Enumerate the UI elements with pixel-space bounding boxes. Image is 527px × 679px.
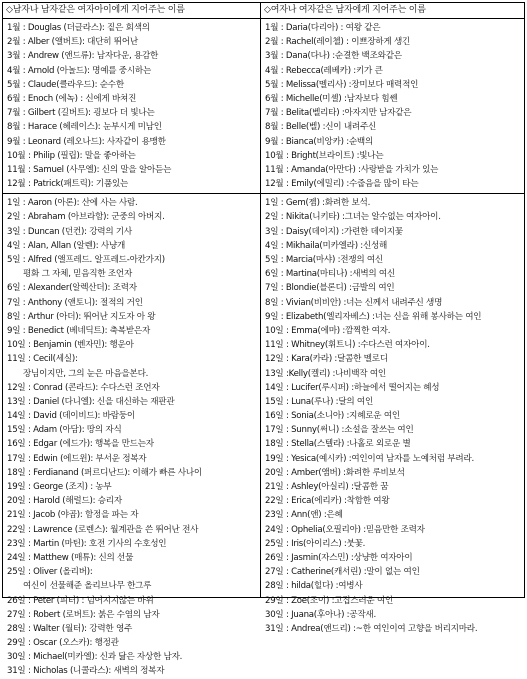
name-entry: 31일 : Andrea(앤드리) :~한 여인이여 고향을 버리지마라. [265, 623, 478, 634]
name-entry: 23일 : Martin (마틴): 호전 기사의 수호성인 [7, 538, 167, 549]
name-entry: 6일 : Alexander(알렉산더): 조력자 [7, 283, 137, 294]
name-entry: 17일 : Edwin (에드윈): 부서운 정복자 [7, 453, 147, 464]
male-names-title: ◇남자나 남자같은 여자아이에게 지어주는 이름 [6, 5, 185, 15]
name-entry: 11일 : Whitney(휘트니) :수다스런 여자아이. [265, 340, 430, 351]
section-divider [261, 193, 524, 194]
male-names-list [3, 21, 260, 679]
name-entry: 23일 : Ann(앤) :은혜 [265, 510, 343, 521]
name-entry: 1일 : Gem(젬) :화려한 보석. [265, 198, 371, 209]
title-divider [3, 18, 260, 19]
name-entry: 8월 : Belle(벨) :신이 내려주신 [265, 122, 377, 133]
name-entry: 여신이 선물해준 올리브나무 한그루 [23, 581, 152, 592]
name-entry: 14일 : David (데이비드): 바람둥이 [7, 411, 135, 422]
name-entry: 7일 : Anthony (앤토니): 절적의 거인 [7, 297, 143, 308]
name-entry: 20일 : Amber(앰버) :화려한 루비보석 [265, 467, 405, 478]
name-entry: 29일 : Zoe(조이) :고집스러운 여인 [265, 595, 394, 606]
name-entry: 3월 : Andrew (앤드류): 남자다운, 용감한 [7, 51, 159, 62]
name-entry: 5일 : Alfred (앨프레드. 알프레드-아칸가지) [7, 255, 165, 265]
name-entry: 평화 그 자체, 믿음직한 조언자 [23, 269, 133, 280]
male-names-column [3, 3, 260, 677]
female-names-list [261, 21, 524, 636]
name-entry: 27일 : Catherine(캐서린) :말이 없는 여인 [265, 567, 420, 578]
name-entry: 11월 : Amanda(아만다) :사랑받을 가치가 있는 [265, 164, 439, 175]
name-entry: 4일 : Mikhaila(미카엘라) :신성해 [265, 240, 388, 251]
name-entry: 16일 : Sonia(소니아) :지혜로운 여인 [265, 411, 400, 422]
name-entry: 8월 : Harace (헤레이스): 눈부시게 미남인 [7, 122, 162, 133]
name-entry: 18일 : Stella(스텔라) :나홀로 외로운 별 [265, 439, 411, 450]
female-names-column [261, 3, 524, 634]
name-entry: 6월 : Michelle(미셸) :남자보다 힘쎈 [265, 93, 398, 104]
name-entry: 22일 : Erica(에리카) :착함한 여왕 [265, 496, 390, 507]
name-entry: 4월 : Arnold (아놀드): 명예를 중시하는 [7, 65, 151, 76]
name-entry: 26일 : Jasmin(자스민) :상냥한 여자아이 [265, 552, 413, 563]
name-entry: 30일 : Michael(미카엘): 신과 닮은 자상한 남자. [7, 652, 183, 663]
name-entry: 1월 : Daria(다리아) : 여왕 같은 [265, 23, 381, 33]
name-table [2, 2, 525, 677]
name-entry: 21일 : Ashley(아실리) :달콤한 꿈 [265, 482, 389, 492]
name-entry: 21일 : Jacob (야곱): 함정을 파는 자 [7, 510, 139, 521]
name-entry: 7일 : Blondie(블론디) :금발의 여인 [265, 283, 395, 294]
name-entry: 11월 : Samuel (사무엘): 신의 말을 알아듣는 [7, 164, 172, 175]
name-entry: 6일 : Martina(마티나) :새벽의 여신 [265, 269, 396, 280]
name-entry: 29일 : Oscar (오스카): 행정관 [7, 638, 119, 649]
name-entry: 8일 : Vivian(비비안) :너는 신께서 내려주신 생명 [265, 297, 443, 308]
name-entry: 16일 : Edgar (에드가): 행복을 만드는자 [7, 439, 154, 450]
female-names-title: ◇여자나 여자같은 남자에게 지어주는 이름 [264, 5, 426, 15]
name-entry: 22일 : Lawrence (로렌스): 월계관을 쓴 뛰어난 전사 [7, 524, 199, 535]
title-divider [261, 18, 524, 19]
name-entry: 4월 : Rebecca(레베카) :키가 큰 [265, 65, 383, 76]
name-entry: 8일 : Arthur (아더): 뛰어난 지도자 아 왕 [7, 311, 156, 322]
name-entry: 4일 : Alan, Allan (알렌): 사냥개 [7, 240, 126, 251]
name-entry: 9월 : Leonard (레오나드): 사자같이 용맹한 [7, 136, 166, 147]
name-entry: 14일 : Lucifer(루시퍼) :하늘에서 떨어지는 혜성 [265, 382, 440, 393]
name-entry: 5월 : Claude(클라우드): 순수한 [7, 79, 124, 90]
name-entry: 3월 : Dana(다나) :순결한 백조와같은 [265, 51, 402, 62]
name-entry: 30일 : Juana(후아나) :공작새. [265, 609, 376, 620]
name-entry: 20일 : Harold (해럴드): 승리자 [7, 496, 122, 507]
name-entry: 3일 : Daisy(데이지) :가련한 데이지꽃 [265, 226, 403, 237]
name-entry: 12일 : Conrad (콘라드): 수다스런 조언자 [7, 382, 160, 393]
name-entry: 2월 : Alber (앨버트): 대단히 뛰어난 [7, 37, 138, 48]
name-entry: 9일 : Elizabeth(엘리자베스) :너는 신을 위해 봉사하는 여인 [265, 311, 482, 322]
name-entry: 12월 : Emily(에밀리) :수줍음을 많이 타는 [265, 179, 419, 190]
name-entry: 1일 : Aaron (아론): 산에 사는 사람. [7, 198, 138, 209]
name-entry: 12일 : Kara(카라) :달콤한 멜로디 [265, 354, 388, 365]
name-entry: 24일 : Matthew (매튜): 신의 선물 [7, 552, 134, 563]
name-entry: 6월 : Enoch (에녹) : 신에게 바쳐진 [7, 93, 137, 104]
name-entry: 7월 : Belita(벨리타) :아자지만 남자같은 [265, 108, 412, 119]
name-entry: 27일 : Robert (로버트): 붉은 수염의 남자 [7, 609, 160, 620]
name-entry: 5월 : Melissa(멜리사) :장미보다 매력적인 [265, 79, 419, 90]
name-entry: 13일 : Daniel (다니엘): 신을 대신하는 재판관 [7, 396, 175, 407]
name-entry: 18일 : Ferdianand (퍼르디난드): 이해가 빠른 사나이 [7, 467, 202, 478]
name-entry: 19일 : George (조지) : 농부 [7, 482, 112, 492]
name-entry: 2일 : Nikita(니키타) :그녀는 알수없는 여자아이. [265, 212, 441, 223]
name-entry: 10월 : Bright(브라이트) :빛나는 [265, 150, 384, 161]
name-entry: 31일 : Nicholas (니콜라스): 새벽의 정복자 [7, 666, 165, 677]
name-entry: 10일 : Emma(에마) :깜찍한 여자. [265, 325, 391, 336]
name-entry: 24일 : Ophelia(오필리아) :믿음만한 조력자 [265, 524, 425, 535]
name-entry: 7월 : Gilbert (길버트): 굉보다 더 빛나는 [7, 108, 155, 119]
name-entry: 2일 : Abraham (아브라함): 군중의 아버지. [7, 212, 165, 223]
name-entry: 12월 : Patrick(패트릭): 기품있는 [7, 179, 129, 190]
name-entry: 26일 : Peter (피터) : 넘어지지않는 바위 [7, 595, 154, 606]
name-entry: 5일 : Marcia(마샤) :전쟁의 여신 [265, 255, 383, 265]
name-entry: 28일 : hilda(힐다) :여병사 [265, 581, 363, 592]
name-entry: 11일 : Cecil(세실): [7, 354, 78, 365]
name-entry: 9월 : Bianca(비앙카) :순백의 [265, 136, 374, 147]
name-entry: 17일 : Sunny(써니) :소설을 잘쓰는 여인 [265, 425, 414, 436]
name-entry: 15일 : Luna(루나) :달의 여인 [265, 396, 374, 407]
name-entry: 2월 : Rachel(레이첼) : 이쁘장하게 생긴 [265, 37, 411, 48]
name-entry: 10일 : Benjamin (벤자민): 행운아 [7, 340, 134, 351]
name-entry: 25일 : Iris(아이리스) :붓꽃. [265, 538, 366, 549]
name-entry: 1월 : Douglas (더글라스): 짙은 회색의 [7, 23, 150, 33]
name-entry: 19일 : Yesica(예시카) :여인이여 남자를 노예처럼 부려라. [265, 453, 474, 464]
name-entry: 9일 : Benedict (베네딕트): 축복받은자 [7, 325, 151, 336]
name-entry: 28일 : Walter (월터): 강력한 영주 [7, 623, 133, 634]
name-entry: 25일 : Oliver (올리버): [7, 567, 93, 578]
name-entry: 10월 : Philip (필립): 말을 좋아하는 [7, 150, 136, 161]
name-entry: 3일 : Duncan (던컨): 강력의 기사 [7, 226, 132, 237]
name-entry: 13일 :Kelly(켈리) :나비백작 여인 [265, 368, 386, 379]
section-divider [3, 193, 260, 194]
name-entry: 장님이지만, 그의 눈은 마음을본다. [23, 368, 149, 379]
name-entry: 15일 : Adam (아담): 땅의 자식 [7, 425, 122, 436]
